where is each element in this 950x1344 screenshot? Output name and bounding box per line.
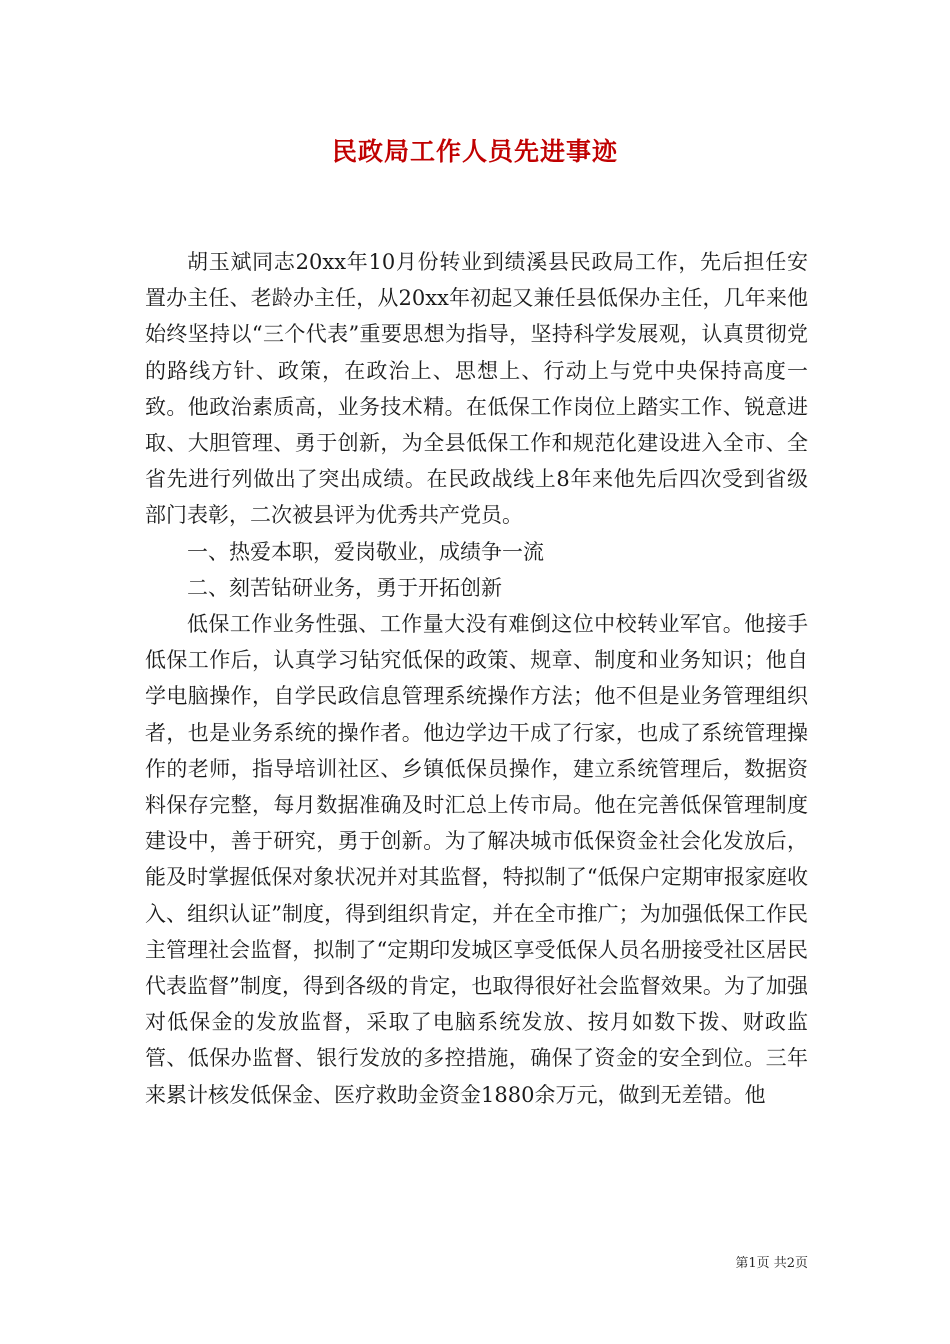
document-title: 民政局工作人员先进事迹 xyxy=(331,137,618,166)
paragraph-body: 低保工作业务性强、工作量大没有难倒这位中校转业军官。他接手低保工作后，认真学习钻究低保的政策、规章、制度和业务知识；他自学电脑操作，自学民政信息管理系统操作方法；他不但是业务管理组织者，也是业务系统的操作者。他边学边干成了行家，也成了系统管理操作的老师，指导培训社区、乡镇低保员操作，建立系统管理后，数据资料保存完整，每月数据准确及时汇总上传市局。他在完善低保管理制度建设中，善于研究，勇于创新。为了解决城市低保资金社会化发放后，能及时掌握低保对象状况并对其监督，特拟制了“低保户定期审报家庭收入、组织认证”制度，得到组织肯定，并在全市推广；为加强低保工作民主管理社会监督，拟制了“定期印发城区享受低保人员名册接受社区居民代表监督”制度，得到各级的肯定，也取得很好社会监督效果。为了加强对低保金的发放监督，采取了电脑系统发放、按月如数下拨、财政监管、低保办监督、银行发放的多控措施，确保了资金的安全到位。三年来累计核发低保金、医疗救助金资金1880余万元，做到无差错。他 xyxy=(145,612,808,1107)
page-number: 第1页 共2页 xyxy=(735,1256,808,1271)
document-body xyxy=(145,244,808,1113)
section-heading-1: 一、热爱本职，爱岗敬业，成绩争一流 xyxy=(187,539,544,564)
paragraph-intro: 胡玉斌同志20xx年10月份转业到绩溪县民政局工作，先后担任安置办主任、老龄办主任，从20xx年初起又兼任县低保办主任，几年来他始终坚持以“三个代表”重要思想为指导，坚持科学发展观，认真贯彻党的路线方针、政策，在政治上、思想上、行动上与党中央保持高度一致。他政治素质高，业务技术精。在低保工作岗位上踏实工作、锐意进取、大胆管理、勇于创新，为全县低保工作和规范化建设进入全市、全省先进行列做出了突出成绩。在民政战线上8年来他先后四次受到省级部门表彰，二次被县评为优秀共产党员。 xyxy=(145,250,808,528)
section-heading-2: 二、刻苦钻研业务，勇于开拓创新 xyxy=(187,575,502,600)
